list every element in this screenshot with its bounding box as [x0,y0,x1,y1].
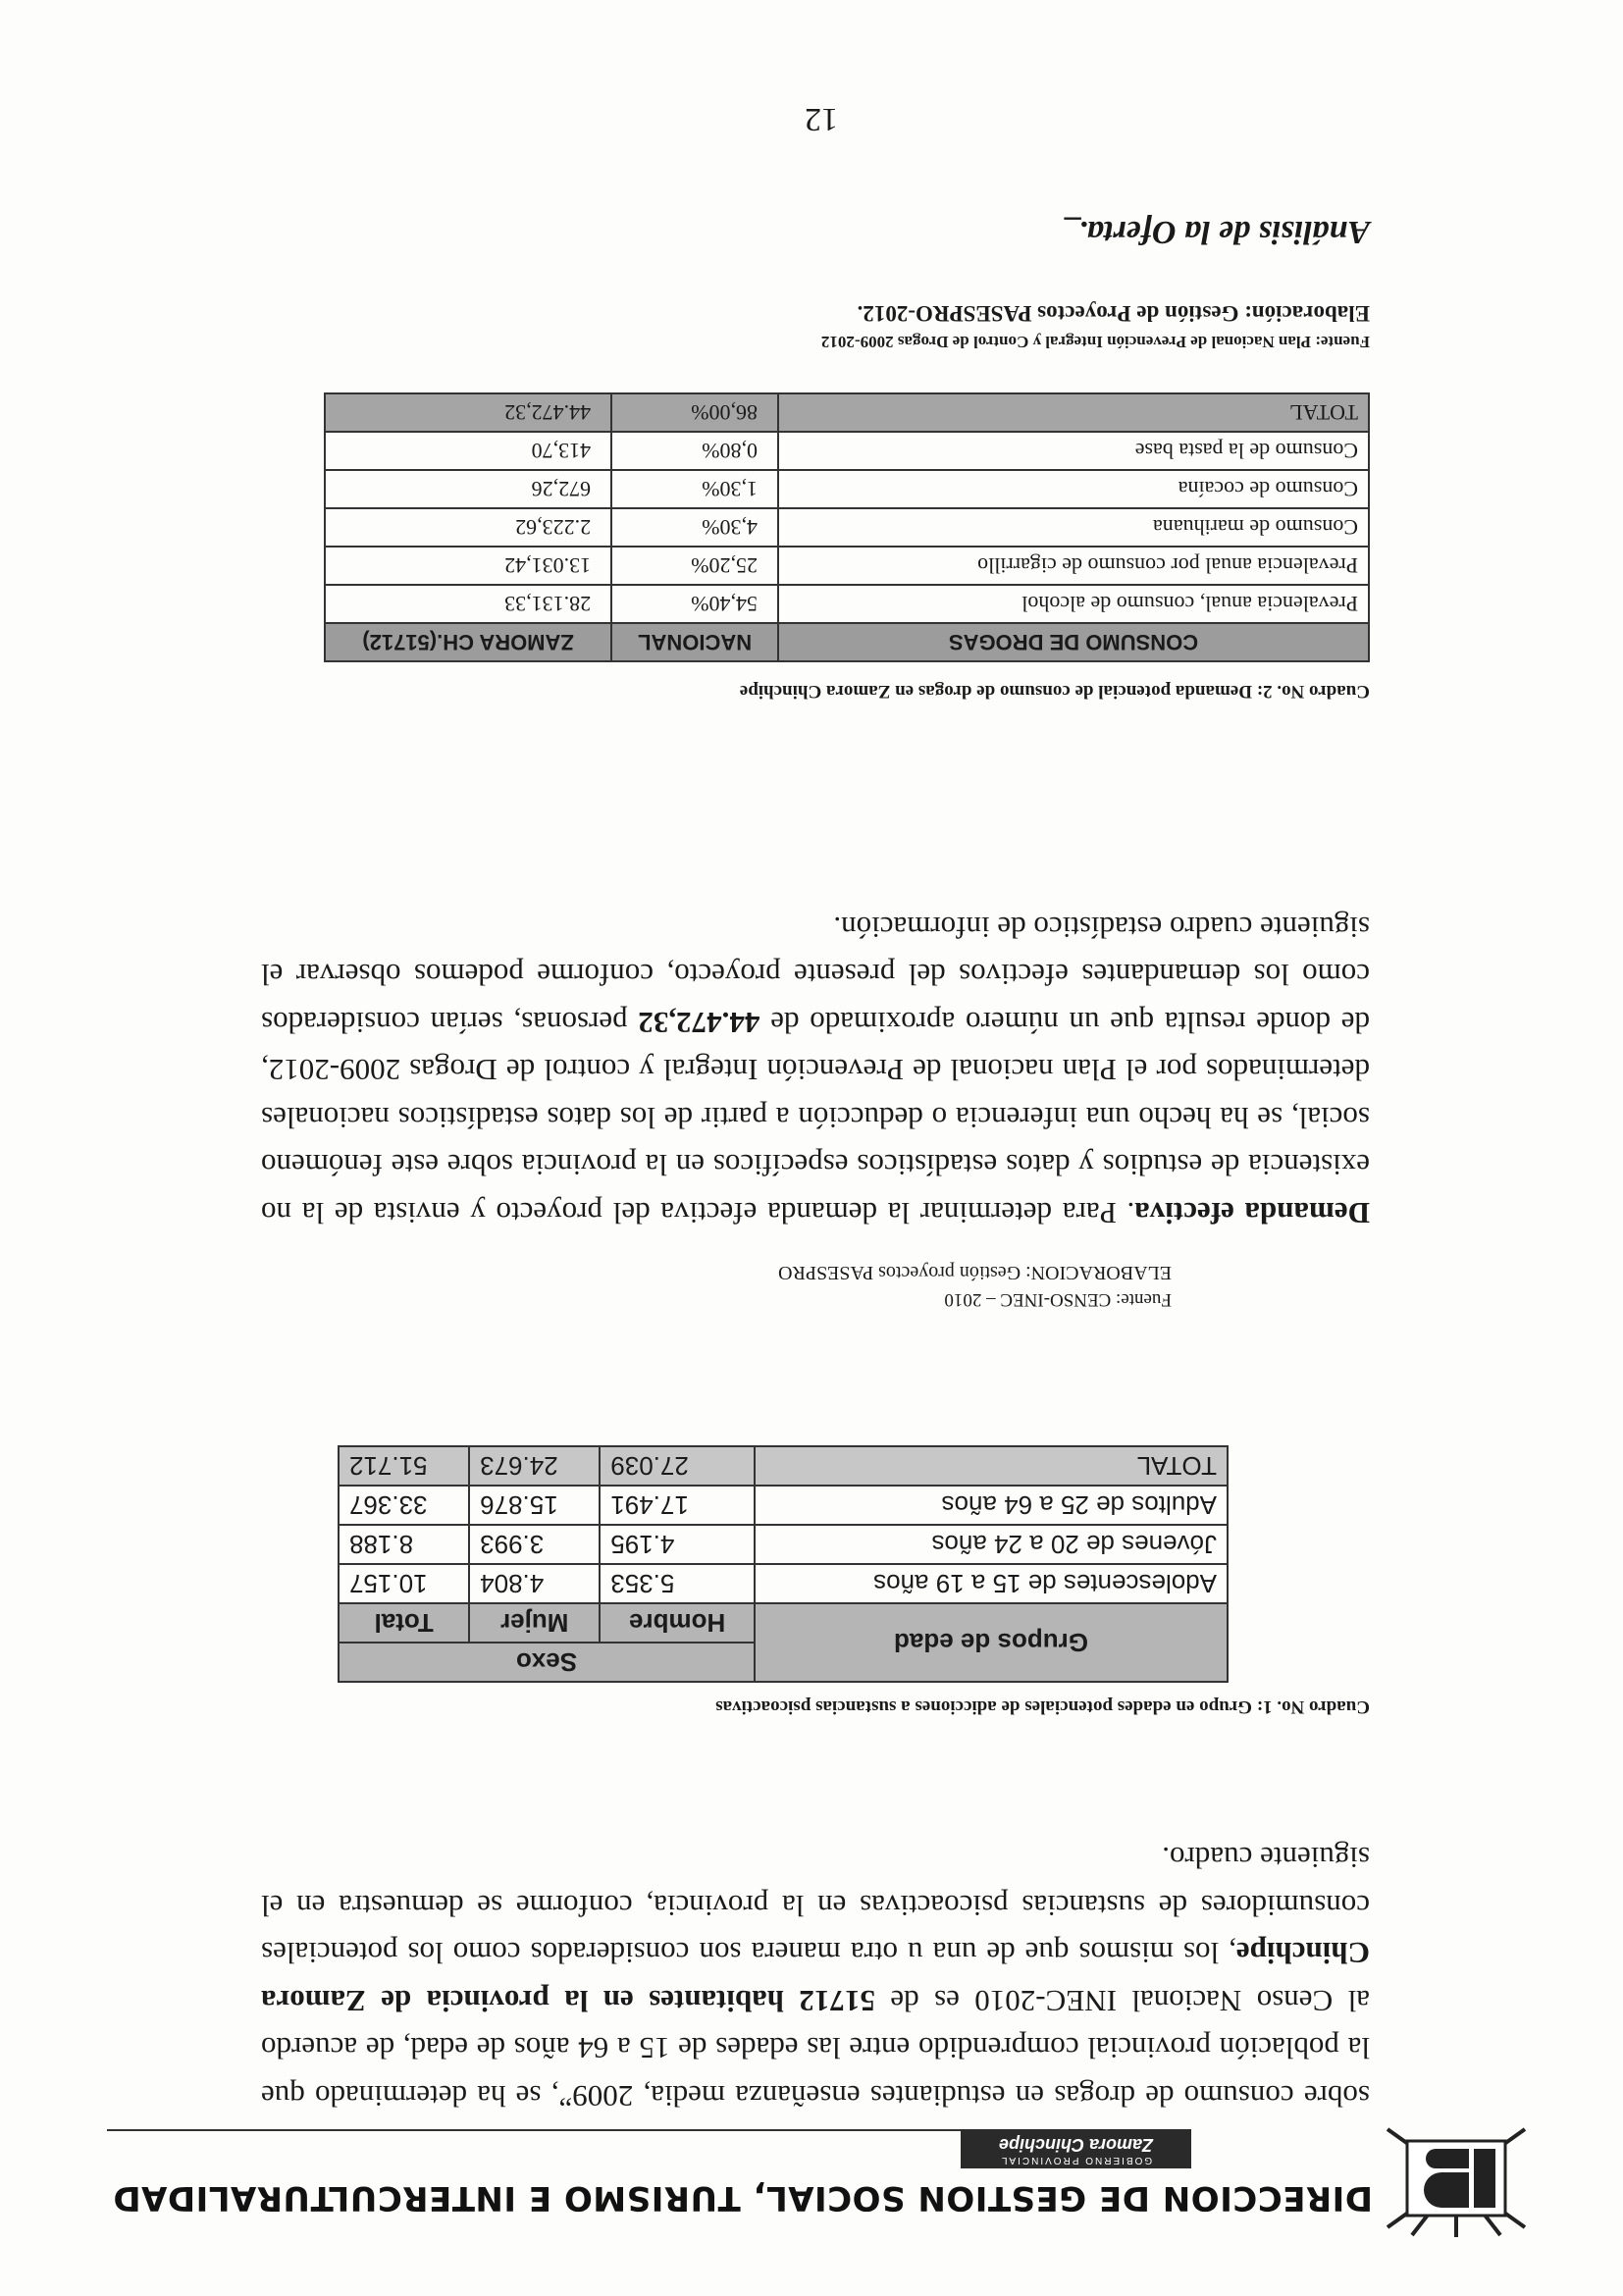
total-value: 8.188 [339,1525,469,1564]
section-heading-offer: Análisis de la Oferta._ [1062,214,1370,250]
table2-source: Fuente: Plan Nacional de Prevención Integral y Control de Drogas 2009-2012 [820,333,1370,351]
para2-text1: . Para determinar la demanda efectiva del proyecto y envista de la no existencia de estudios y datos estadísticos específicos en la provincia sobre este fenómeno social, se ha hecho una inferencia o deducción a partir de los datos estadísticos nacionales determinados por el Plan nacional de Prevención Integral y control de Drogas 2009-2012, de donde resulta que un número aproximado de [261,1006,1370,1230]
header-total: Total [339,1603,469,1643]
zamora-value: 672,26 [325,470,611,508]
female-value: 3.993 [469,1525,600,1564]
row-label: Consumo de marihuana [778,508,1369,547]
table-row [339,1564,1228,1603]
table2-elaboration: Elaboración: Gestión de Proyectos PASESPRO-2012. [857,301,1370,326]
male-total: 27.039 [600,1446,755,1486]
national-value: 0,80% [611,432,778,470]
table-row [339,1525,1228,1564]
government-badge [961,2129,1191,2168]
para1-text2: , los mismos que de una u otra manera son considerados como los potenciales consumidores de sustancias psicoactivas en la provincia, conforme se demuestra en el siguiente cuadro. [261,1841,1370,1971]
total-label: TOTAL [755,1446,1228,1486]
paragraph-population [261,1834,1370,2119]
table-row [339,1486,1228,1525]
header-national: NACIONAL [611,623,778,661]
table2-caption: Cuadro No. 2: Demanda potencial de consumo de drogas en Zamora Chinchipe [739,681,1370,702]
government-label: GOBIERNO PROVINCIAL [999,2155,1153,2166]
table-row [325,470,1369,508]
national-value: 1,30% [611,470,778,508]
header-sex: Sexo [339,1643,755,1682]
female-value: 15.876 [469,1486,600,1525]
header-rule [107,2129,961,2131]
table-row [325,432,1369,470]
grand-total: 51.712 [339,1446,469,1486]
row-label: Prevalencia anual, consumo de alcohol [778,585,1369,623]
national-total: 86,00% [611,393,778,432]
table-row [325,585,1369,623]
national-value: 4,30% [611,508,778,547]
table1-caption: Cuadro No. 1: Grupo en edades potenciales de adicciones a sustancias psicoactivas [715,1696,1370,1717]
table1-source: Fuente: CENSO-INEC – 2010 [944,1289,1172,1310]
zamora-value: 413,70 [325,432,611,470]
para1-text1: sobre consumo de drogas en estudiantes enseñanza media, 2009”, se ha determinado que la población provincial comprendido entre las edades de 15 a 64 años de edad, de acuerdo al Censo Nacional INEC-2010 es de [261,1984,1370,2113]
male-value: 4.195 [600,1525,755,1564]
para2-bold-title: Demanda efectiva [1134,1196,1370,1230]
table1-elaboration: ELABORACION: Gestión proyectos PASESPRO [778,1262,1172,1283]
row-label: Jóvenes de 20 a 24 años [755,1525,1228,1564]
para2-text2: personas, serían considerados como los demandantes efectivos del presente proyecto, conforme podemos observar el siguiente cuadro estadístico de información. [261,911,1370,1040]
male-value: 5.353 [600,1564,755,1603]
total-value: 10.157 [339,1564,469,1603]
para1-bold: 51712 habitantes en la provincia de Zamora Chinchipe [261,1936,1370,2018]
header-title: DIRECCION DE GESTION SOCIAL, TURISMO E INTERCULTURALIDAD [112,2178,1373,2218]
drug-consumption-table [324,392,1370,662]
zamora-value: 13.031,42 [325,547,611,585]
zamora-value: 28.131,33 [325,585,611,623]
province-name: Zamora Chinchipe [998,2135,1154,2155]
paragraph-demand [261,904,1370,1237]
row-label: Consumo de cocaína [778,470,1369,508]
table-total-row [325,393,1369,432]
female-value: 4.804 [469,1564,600,1603]
total-label: TOTAL [778,393,1369,432]
institution-logo [1383,2119,1530,2237]
header-age-group: Grupos de edad [755,1603,1228,1682]
male-value: 17.491 [600,1486,755,1525]
row-label: Consumo de la pasta base [778,432,1369,470]
row-label: Prevalencia anual por consumo de cigarrillo [778,547,1369,585]
female-total: 24.673 [469,1446,600,1486]
header-drug: CONSUMO DE DROGAS [778,623,1369,661]
page-number: 12 [805,101,838,137]
zamora-total: 44.472,32 [325,393,611,432]
national-value: 25,20% [611,547,778,585]
zamora-value: 2.223,62 [325,508,611,547]
table-total-row [339,1446,1228,1486]
table-row [325,508,1369,547]
header-male: Hombre [600,1603,755,1643]
header-female: Mujer [469,1603,600,1643]
header-zamora: ZAMORA CH.(51712) [325,623,611,661]
letterhead [78,2119,1530,2237]
table-row [325,547,1369,585]
total-value: 33.367 [339,1486,469,1525]
national-value: 54,40% [611,585,778,623]
row-label: Adultos de 25 a 64 años [755,1486,1228,1525]
para2-bold-number: 44.472,32 [638,1006,760,1040]
row-label: Adolescentes de 15 a 19 años [755,1564,1228,1603]
age-groups-table [338,1445,1229,1683]
